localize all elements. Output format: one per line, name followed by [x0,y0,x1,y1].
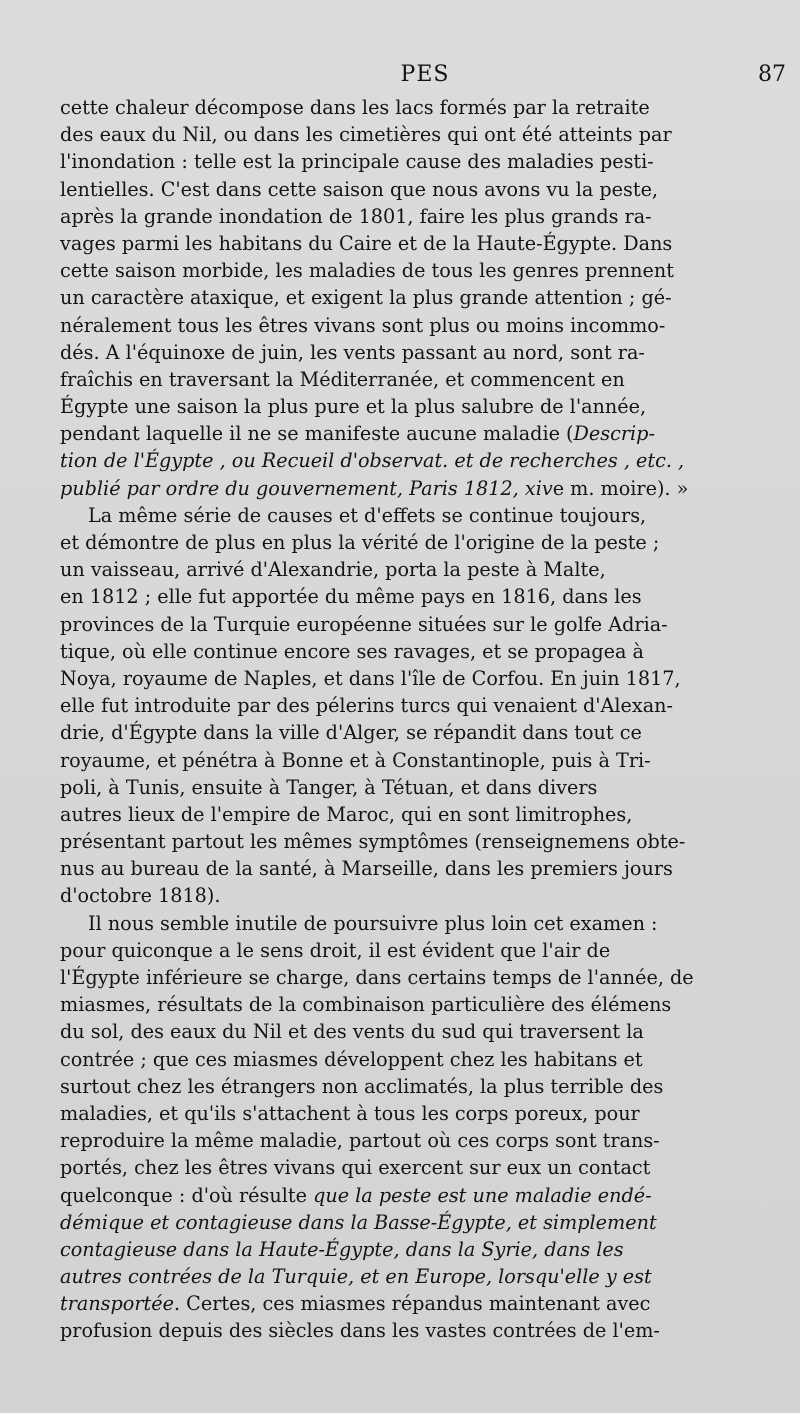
text-line-part: pendant laquelle il ne se manifeste aucune maladie ( [60,422,574,446]
text-line: tion de l'Égypte , ou Recueil d'observat. et de recherches , etc. , [60,449,685,473]
text-line [60,1182,785,1209]
text-line: portés, chez les êtres vivans qui exercent sur eux un contact [60,1156,651,1180]
text-line: démique et contagieuse dans la Basse-Égypte, et simplement [60,1210,657,1234]
text-line: Il nous semble inutile de poursuivre plus loin cet examen : [88,911,658,935]
text-line: l'Égypte inférieure se charge, dans certains temps de l'année, de [60,966,694,989]
text-line: pour quiconque a le sens droit, il est évident que l'air de [60,938,611,962]
text-line: fraîchis en traversant la Méditerranée, et commencent en [60,367,625,391]
text-line-part: Certes, ces miasmes répandus maintenant avec [186,1292,651,1316]
text-line: contrée ; que ces miasmes développent chez les habitans et [60,1047,643,1071]
italic-phrase: transportée. [60,1292,181,1316]
text-line: nus au bureau de la santé, à Marseille, dans les premiers jours [60,857,673,881]
text-line-part: e m. moire). » [552,476,689,500]
text-line: et démontre de plus en plus la vérité de l'origine de la peste ; [60,531,660,554]
text-line [60,475,785,502]
text-line: La même série de causes et d'effets se continue toujours, [88,503,647,527]
italic-citation: Descrip- [573,422,655,446]
text-line: surtout chez les étrangers non acclimatés, la plus terrible des [60,1074,664,1098]
text-line: dés. A l'équinoxe de juin, les vents passant au nord, sont ra- [60,340,645,364]
text-line: provinces de la Turquie européenne situées sur le golfe Adria- [60,612,668,636]
italic-phrase: que la peste est une maladie endé- [313,1183,652,1207]
text-line-part: quelconque : d'où résulte [60,1183,307,1207]
text-line: autres lieux de l'empire de Maroc, qui en sont limitrophes, [60,802,633,826]
page-number: 87 [758,62,786,87]
text-line: l'inondation : telle est la principale cause des maladies pesti- [60,150,654,174]
text-line: lentielles. C'est dans cette saison que nous avons vu la peste, [60,177,659,201]
text-line: drie, d'Égypte dans la ville d'Alger, se répandit dans tout ce [60,721,642,745]
text-line: cette saison morbide, les maladies de tous les genres prennent [60,259,674,283]
text-line: miasmes, résultats de la combinaison particulière des élémens [60,993,672,1017]
text-line: des eaux du Nil, ou dans les cimetières qui ont été atteints par [60,123,672,147]
text-line: cette chaleur décompose dans les lacs formés par la retraite [60,96,650,119]
text-line [60,1290,785,1317]
text-line: du sol, des eaux du Nil et des vents du sud qui traversent la [60,1020,644,1044]
text-line: reproduire la même maladie, partout où ces corps sont trans- [60,1129,660,1153]
text-line: Noya, royaume de Naples, et dans l'île de Corfou. En juin 1817, [60,666,681,690]
text-line: un caractère ataxique, et exigent la plus grande attention ; gé- [60,286,672,310]
text-line: Égypte une saison la plus pure et la plus salubre de l'année, [60,395,647,419]
text-line: présentant partout les mêmes symptômes (renseignemens obte- [60,830,686,854]
text-line [60,420,785,447]
text-line: profusion depuis des siècles dans les vastes contrées de l'em- [60,1319,660,1343]
text-line: tique, où elle continue encore ses ravages, et se propagea à [60,639,644,663]
text-line: d'octobre 1818). [60,884,221,908]
text-line: néralement tous les êtres vivans sont plus ou moins incommo- [60,313,666,337]
text-line: vages parmi les habitans du Caire et de la Haute-Égypte. Dans [60,231,673,255]
text-line: autres contrées de la Turquie, et en Europe, lorsqu'elle y est [60,1265,652,1289]
text-line: royaume, et pénétra à Bonne et à Constantinople, puis à Tri- [60,748,651,772]
italic-citation: publié par ordre du gouvernement, Paris 1812, xiv [60,476,553,500]
page-header [60,60,790,96]
text-line: maladies, et qu'ils s'attachent à tous les corps poreux, pour [60,1101,640,1125]
text-line: en 1812 ; elle fut apportée du même pays en 1816, dans les [60,585,642,609]
text-line: un vaisseau, arrivé d'Alexandrie, porta la peste à Malte, [60,558,606,582]
text-line: contagieuse dans la Haute-Égypte, dans la Syrie, dans les [60,1237,624,1261]
text-line: après la grande inondation de 1801, faire les plus grands ra- [60,204,652,228]
running-head: PES [400,62,450,87]
text-line: elle fut introduite par des pélerins turcs qui venaient d'Alexan- [60,694,674,718]
body-text [60,94,785,1345]
text-line: poli, à Tunis, ensuite à Tanger, à Tétuan, et dans divers [60,775,598,799]
